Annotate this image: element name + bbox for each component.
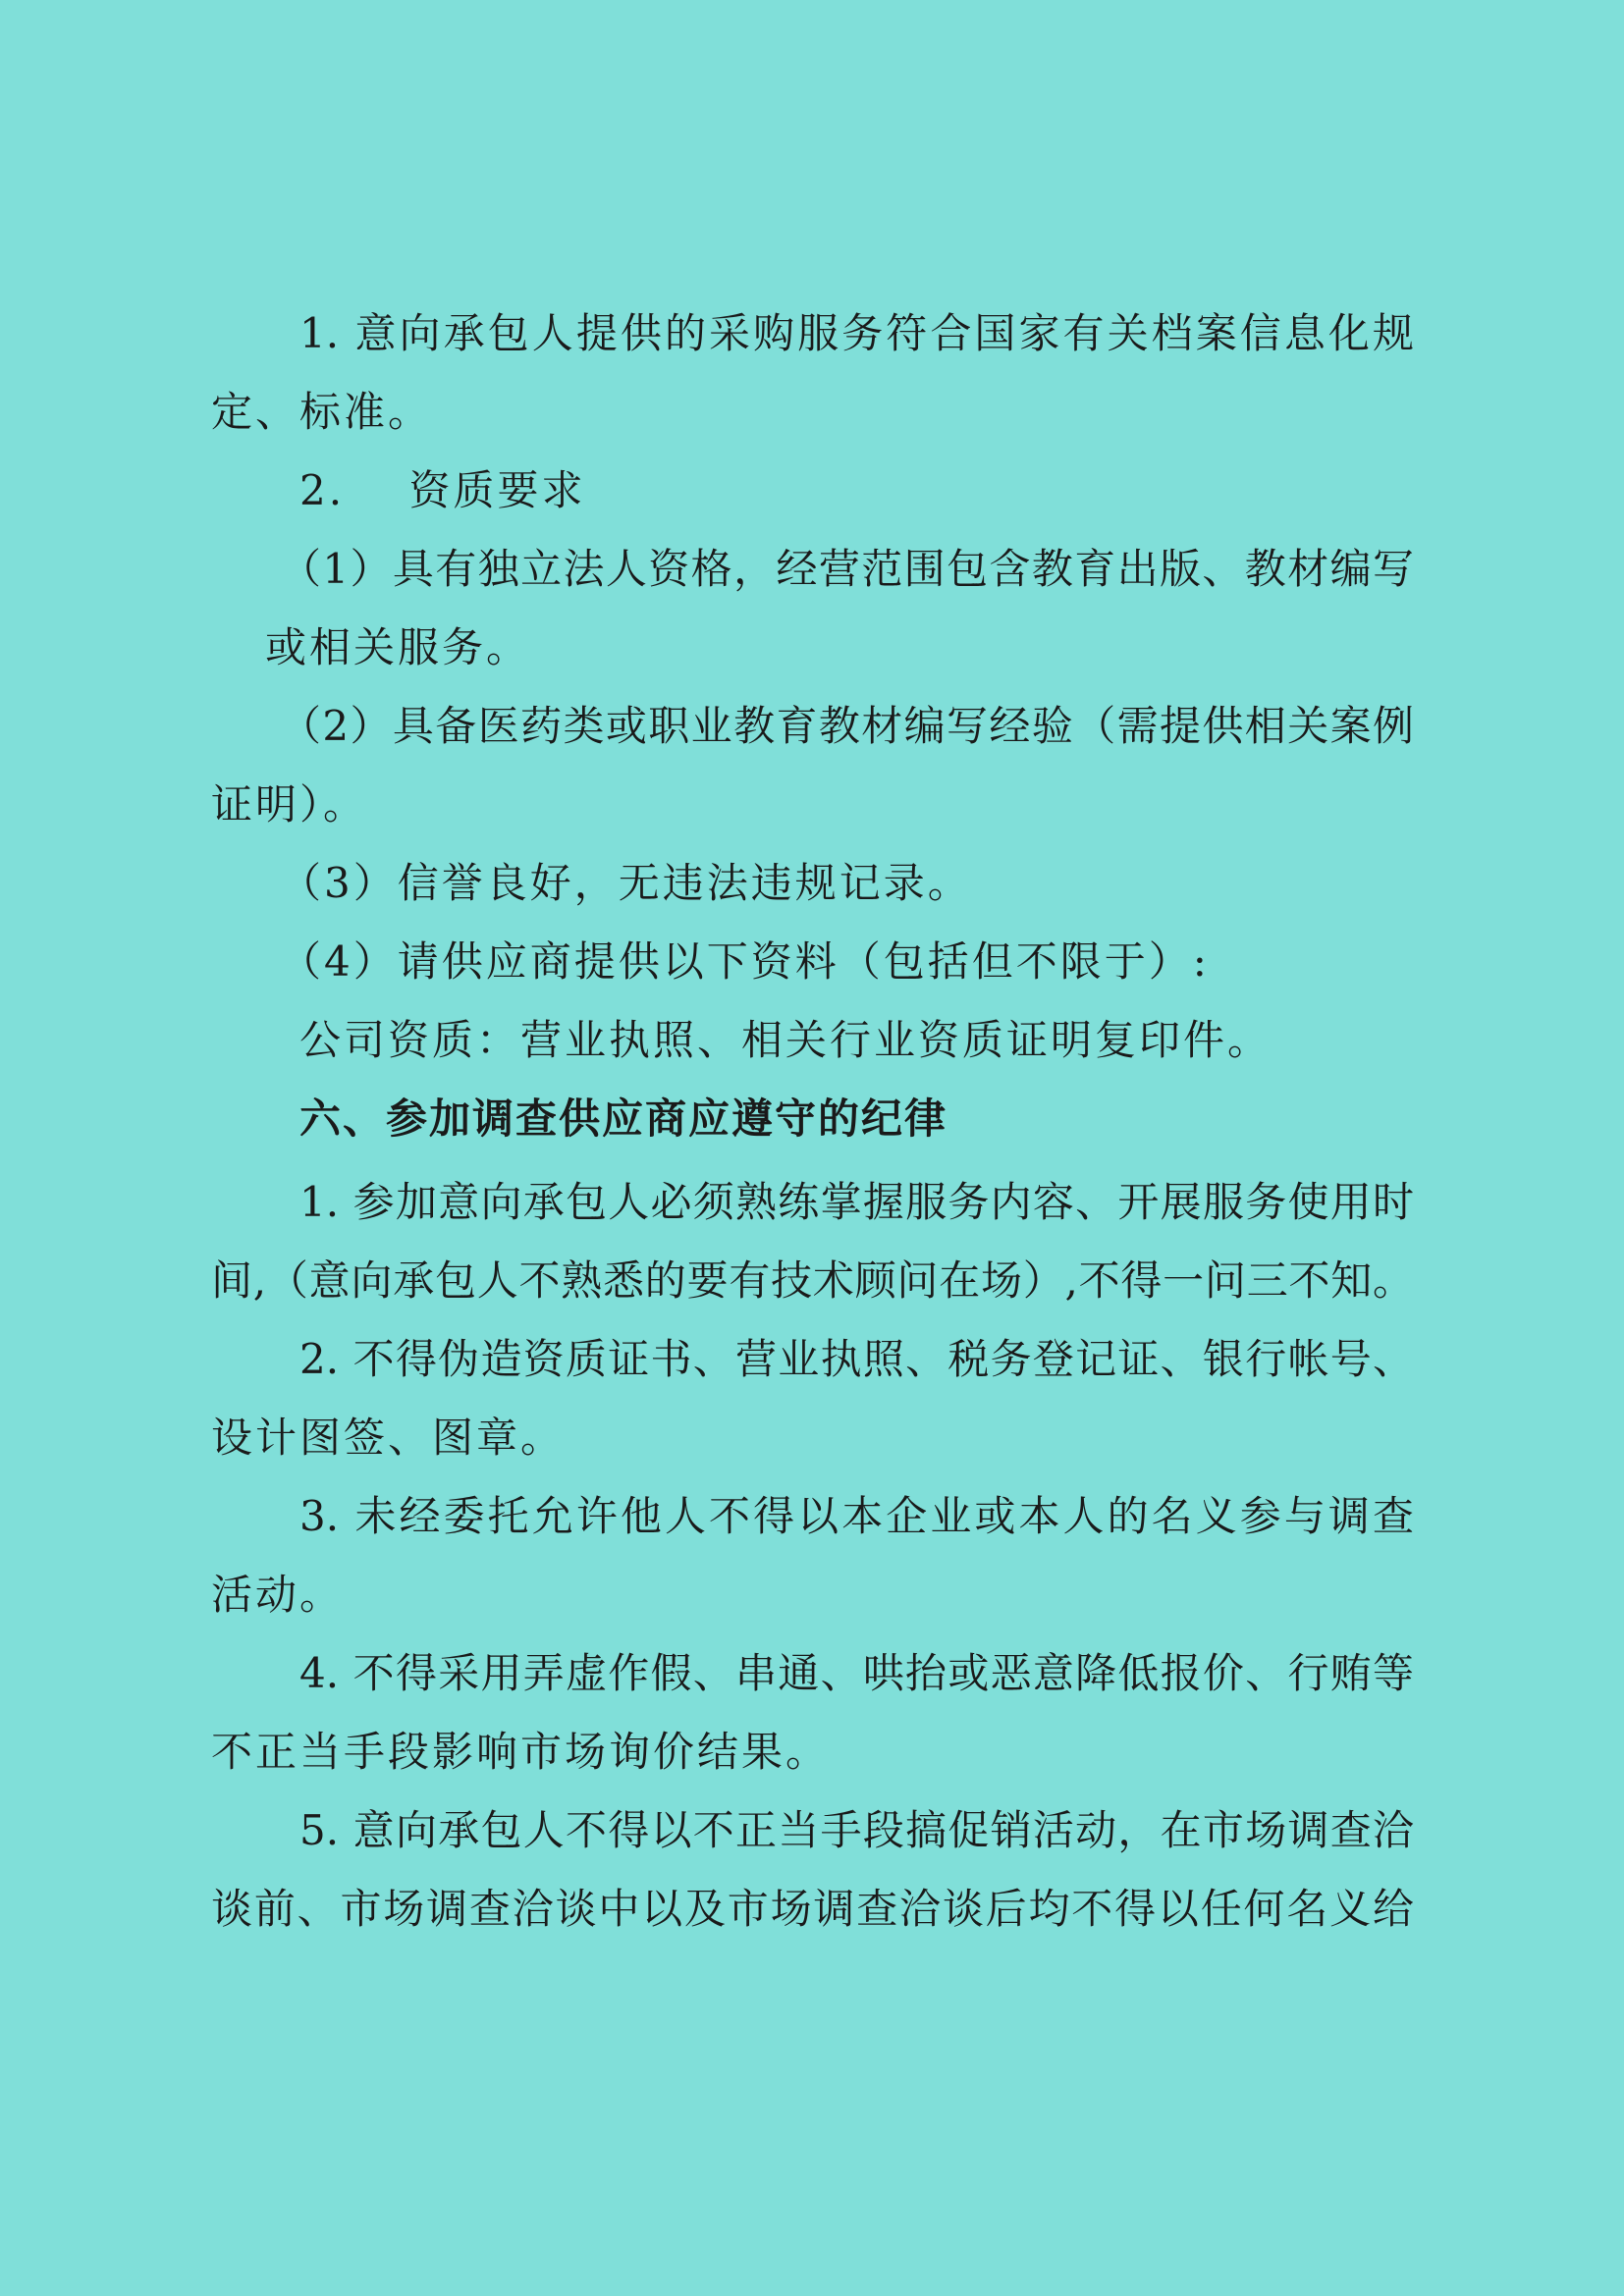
text-line: 设计图签、图章。 [211,1414,566,1462]
text-line: （2）具备医药类或职业教育教材编写经验（需提供相关案例 [280,702,1414,750]
text-line: 公司资质：营业执照、相关行业资质证明复印件。 [299,1016,1272,1064]
text-line: 或相关服务。 [265,623,531,671]
section-heading: 2. 资质要求 [299,466,586,514]
text-line: 2. 不得伪造资质证书、营业执照、税务登记证、银行帐号、 [299,1335,1414,1383]
text-line: （3）信誉良好，无违法违规记录。 [280,859,972,907]
text-line: （1）具有独立法人资格，经营范围包含教育出版、教材编写 [280,545,1414,593]
text-line: 间,（意向承包人不熟悉的要有技术顾问在场）,不得一问三不知。 [211,1256,1414,1305]
text-line: 谈前、市场调查洽谈中以及市场调查洽谈后均不得以任何名义给 [211,1885,1414,1933]
text-line: 1. 意向承包人提供的采购服务符合国家有关档案信息化规 [299,309,1414,357]
text-line: （4）请供应商提供以下资料（包括但不限于）: [280,937,1210,986]
text-line: 1. 参加意向承包人必须熟练掌握服务内容、开展服务使用时 [299,1178,1414,1226]
text-line: 活动。 [211,1571,345,1619]
text-line: 3. 未经委托允许他人不得以本企业或本人的名义参与调查 [299,1492,1414,1540]
section-heading: 六、参加调查供应商应遵守的纪律 [299,1095,948,1143]
text-line: 定、标准。 [211,388,433,436]
text-line: 4. 不得采用弄虚作假、串通、哄抬或恶意降低报价、行贿等 [299,1649,1414,1697]
text-line: 5. 意向承包人不得以不正当手段搞促销活动，在市场调查洽 [299,1806,1414,1854]
text-line: 不正当手段影响市场询价结果。 [211,1728,831,1776]
text-line: 证明）。 [211,780,368,828]
